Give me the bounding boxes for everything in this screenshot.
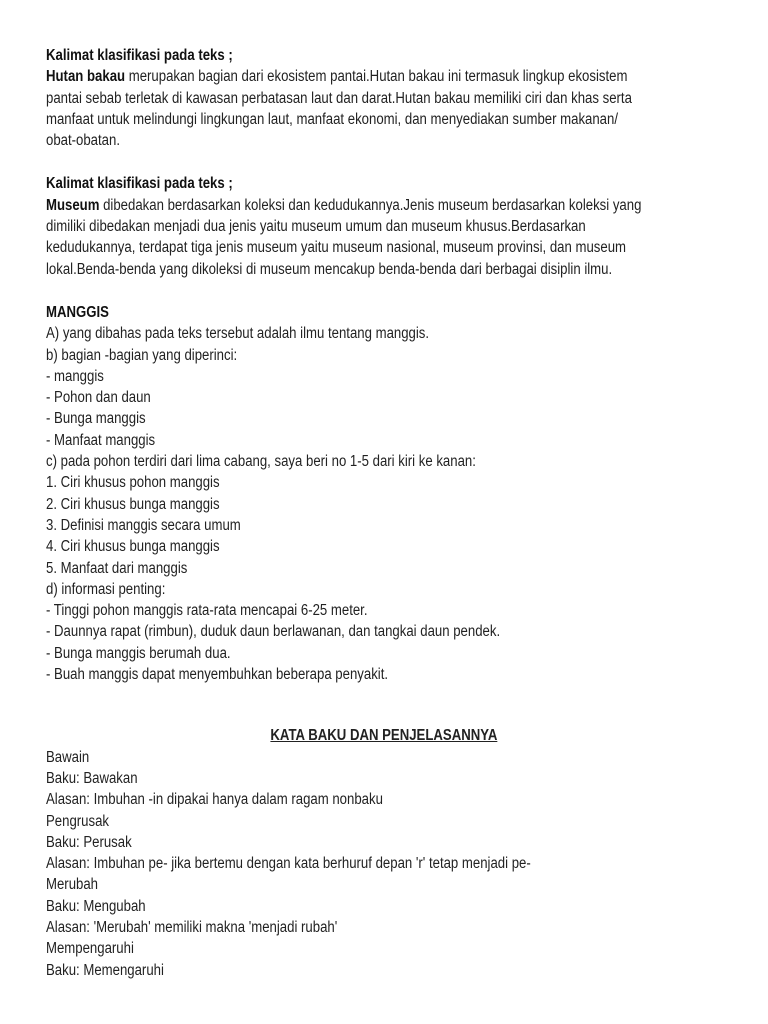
section-heading: Kalimat klasifikasi pada teks ;	[46, 175, 233, 193]
list-line: 2. Ciri khusus bunga manggis	[46, 495, 220, 513]
list-line: Pengrusak	[46, 812, 109, 830]
bold-term: Hutan bakau	[46, 68, 126, 86]
list-line: Bawain	[46, 748, 90, 766]
list-line: Baku: Mengubah	[46, 897, 146, 915]
list-line: b) bagian -bagian yang diperinci:	[46, 346, 238, 364]
list-line: - Daunnya rapat (rimbun), duduk daun berlawanan, dan tangkai daun pendek.	[46, 623, 501, 641]
list-line: - Pohon dan daun	[46, 389, 151, 407]
list-line: 3. Definisi manggis secara umum	[46, 516, 241, 534]
list-line: Mempengaruhi	[46, 940, 134, 958]
list-line: Merubah	[46, 876, 99, 894]
list-line: Baku: Bawakan	[46, 769, 138, 787]
paragraph-line: Museum dibedakan berdasarkan koleksi dan kedudukannya.Jenis museum berdasarkan koleksi yang	[46, 196, 642, 214]
list-line: Alasan: Imbuhan -in dipakai hanya dalam ragam nonbaku	[46, 791, 383, 809]
list-line: Alasan: 'Merubah' memiliki makna 'menjadi rubah'	[46, 918, 338, 936]
paragraph-line: Hutan bakau merupakan bagian dari ekosistem pantai.Hutan bakau ini termasuk lingkup ekosistem	[46, 68, 628, 86]
list-line: - manggis	[46, 367, 104, 385]
paragraph-line: manfaat untuk melindungi lingkungan laut, manfaat ekonomi, dan menyediakan sumber makanan/	[46, 110, 619, 128]
list-line: - Bunga manggis	[46, 410, 146, 428]
paragraph-line: pantai sebab terletak di kawasan perbatasan laut dan darat.Hutan bakau memiliki ciri dan khas serta	[46, 89, 632, 107]
paragraph-line: kedudukannya, terdapat tiga jenis museum yaitu museum nasional, museum provinsi, dan museum	[46, 239, 627, 257]
section-heading: MANGGIS	[46, 303, 109, 321]
list-line: Baku: Perusak	[46, 833, 132, 851]
list-line: - Manfaat manggis	[46, 431, 156, 449]
list-line: Baku: Memengaruhi	[46, 961, 164, 979]
list-line: - Tinggi pohon manggis rata-rata mencapai 6-25 meter.	[46, 602, 368, 620]
bold-term: Museum	[46, 196, 100, 214]
list-line: - Buah manggis dapat menyembuhkan beberapa penyakit.	[46, 666, 389, 684]
section-heading: KATA BAKU DAN PENJELASANNYA	[270, 727, 498, 745]
list-line: c) pada pohon terdiri dari lima cabang, saya beri no 1-5 dari kiri ke kanan:	[46, 453, 476, 471]
document-page	[46, 45, 722, 981]
list-line: A) yang dibahas pada teks tersebut adalah ilmu tentang manggis.	[46, 325, 430, 343]
paragraph-line: dimiliki dibedakan menjadi dua jenis yaitu museum umum dan museum khusus.Berdasarkan	[46, 218, 586, 236]
list-line: 5. Manfaat dari manggis	[46, 559, 188, 577]
list-line: Alasan: Imbuhan pe- jika bertemu dengan kata berhuruf depan 'r' tetap menjadi pe-	[46, 855, 531, 873]
section-heading: Kalimat klasifikasi pada teks ;	[46, 47, 233, 64]
paragraph-line: lokal.Benda-benda yang dikoleksi di museum mencakup benda-benda dari berbagai disiplin ilmu.	[46, 260, 613, 278]
list-line: 1. Ciri khusus pohon manggis	[46, 474, 220, 492]
list-line: d) informasi penting:	[46, 580, 166, 598]
list-line: - Bunga manggis berumah dua.	[46, 644, 231, 662]
paragraph-line: obat-obatan.	[46, 132, 120, 150]
list-line: 4. Ciri khusus bunga manggis	[46, 538, 220, 556]
